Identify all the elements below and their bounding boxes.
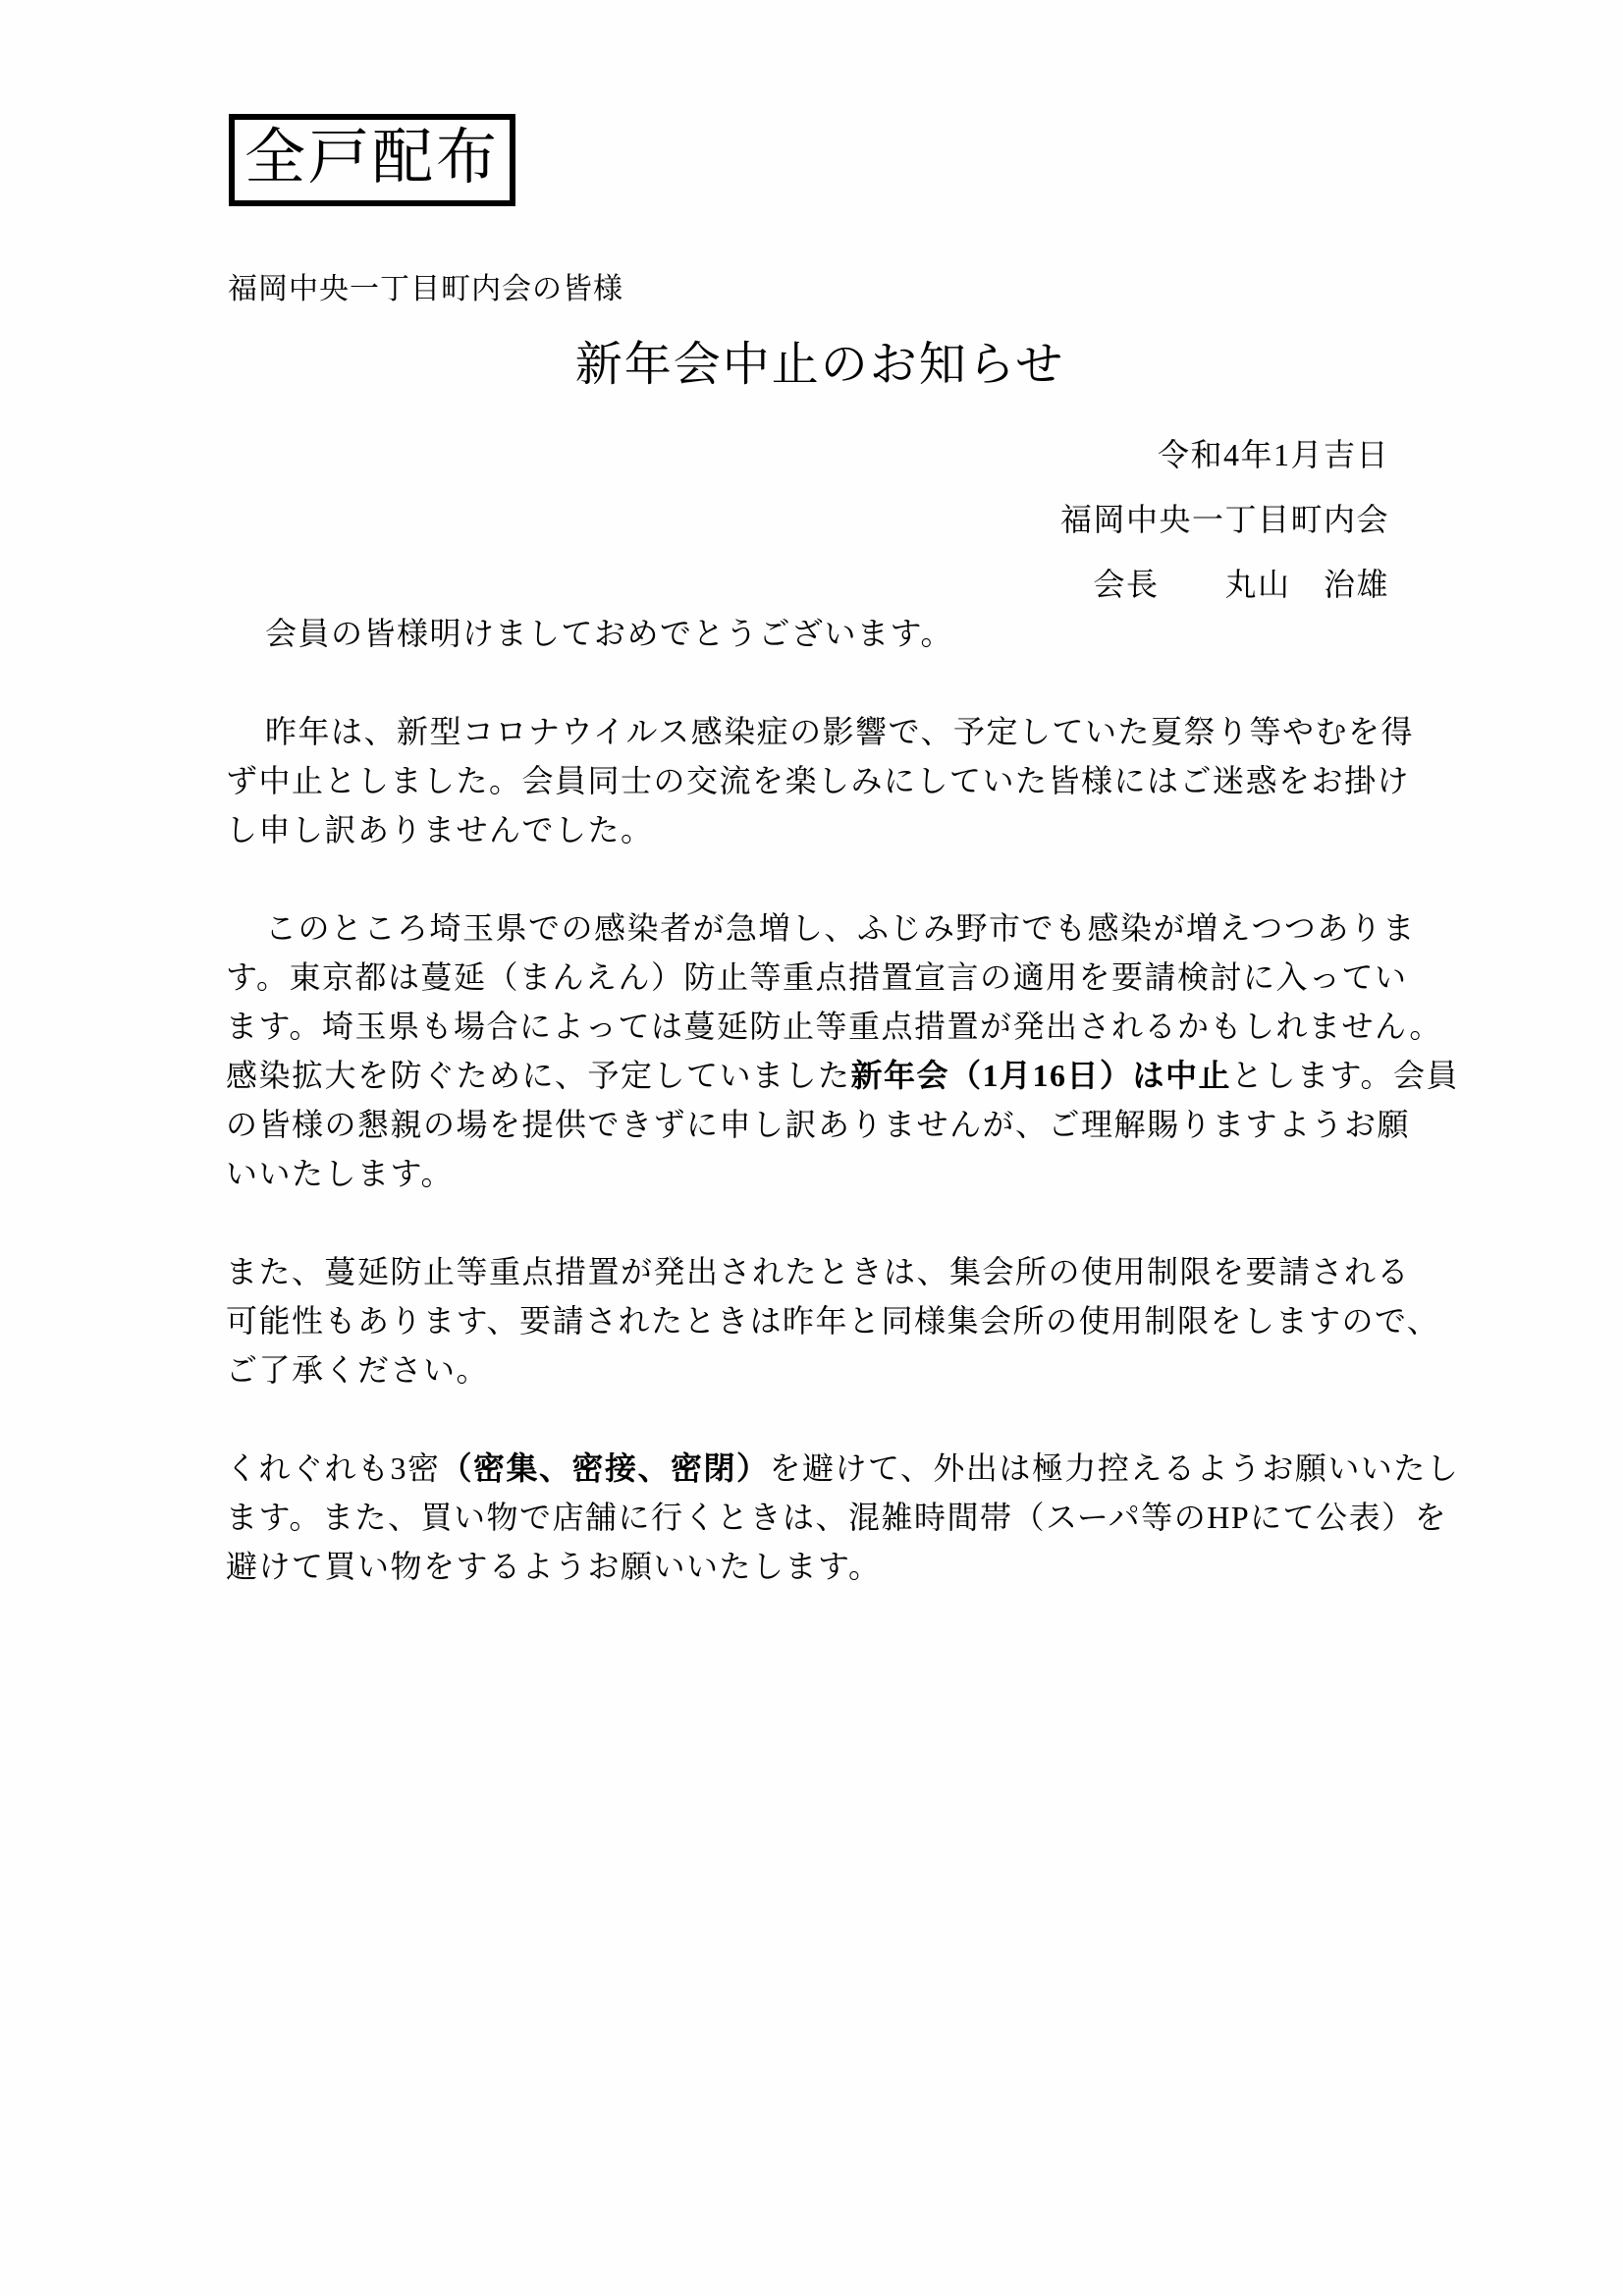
addressee: 福岡中央一丁目町内会の皆様 bbox=[228, 273, 623, 305]
body-line bbox=[226, 1002, 1494, 1051]
sender-signature: 会長 丸山 治雄 bbox=[1093, 567, 1389, 602]
body-text: ます。埼玉県も場合によっては蔓延防止等重点措置が発出されるかもしれません。 bbox=[226, 1009, 1442, 1044]
body-text: 避けて買い物をするようお願いいたします。 bbox=[226, 1549, 882, 1584]
body-line bbox=[226, 1542, 1494, 1591]
body-line bbox=[226, 1247, 1494, 1296]
body-text: ます。また、買い物で店舗に行くときは、混雑時間帯（スーパ等のHPにて公表）を bbox=[226, 1500, 1448, 1535]
body-text: とします。会員 bbox=[1231, 1058, 1459, 1093]
body-text: を避けて、外出は極力控えるようお願いいたし bbox=[769, 1450, 1460, 1486]
body-paragraph bbox=[226, 1247, 1494, 1394]
body-line bbox=[226, 953, 1494, 1002]
body-text: また、蔓延防止等重点措置が発出されたときは、集会所の使用制限を要請される bbox=[226, 1254, 1411, 1289]
document-title: 新年会中止のお知らせ bbox=[574, 339, 1065, 391]
body-line bbox=[226, 707, 1494, 756]
body-text: 感染拡大を防ぐために、予定していました bbox=[226, 1058, 851, 1093]
body-line bbox=[226, 1345, 1494, 1394]
body-line bbox=[226, 1493, 1494, 1542]
body-text: 昨年は、新型コロナウイルス感染症の影響で、予定していた夏祭り等やむを得 bbox=[265, 714, 1414, 749]
body-line bbox=[226, 1296, 1494, 1345]
body-text: いいたします。 bbox=[226, 1156, 454, 1191]
body-line bbox=[226, 1100, 1494, 1149]
body-paragraph bbox=[226, 707, 1494, 854]
body-text: くれぐれも3密 bbox=[226, 1450, 441, 1486]
body-line bbox=[226, 1444, 1494, 1493]
body-line bbox=[226, 805, 1494, 854]
body-text: 可能性もあります、要請されたときは昨年と同様集会所の使用制限をしますので、 bbox=[226, 1303, 1440, 1339]
body-paragraph bbox=[226, 1444, 1494, 1591]
sender-date: 令和4年1月吉日 bbox=[1157, 437, 1389, 472]
document-body bbox=[226, 609, 1494, 1591]
body-text: の皆様の懇親の場を提供できずに申し訳ありませんが、ご理解賜りますようお願 bbox=[226, 1107, 1411, 1142]
sender-organization: 福岡中央一丁目町内会 bbox=[1059, 502, 1389, 537]
body-text: このところ埼玉県での感染者が急増し、ふじみ野市でも感染が増えつつありま bbox=[265, 910, 1416, 946]
distribution-stamp: 全戸配布 bbox=[229, 114, 515, 206]
body-line bbox=[226, 1051, 1494, 1100]
body-line bbox=[226, 756, 1494, 805]
body-text: ご了承ください。 bbox=[226, 1352, 490, 1388]
body-paragraph bbox=[226, 903, 1494, 1198]
body-line bbox=[226, 903, 1494, 953]
body-text: す。東京都は蔓延（まんえん）防止等重点措置宣言の適用を要請検討に入ってい bbox=[226, 959, 1408, 995]
emphasized-text: 新年会（1月16日）は中止 bbox=[850, 1058, 1232, 1093]
body-text: 会員の皆様明けましておめでとうございます。 bbox=[265, 616, 953, 651]
emphasized-text: （密集、密接、密閉） bbox=[440, 1450, 770, 1486]
body-paragraph bbox=[226, 609, 1494, 658]
body-line bbox=[226, 609, 1494, 658]
sender-block bbox=[1060, 422, 1389, 617]
body-line bbox=[226, 1149, 1494, 1198]
body-text: し申し訳ありませんでした。 bbox=[226, 812, 654, 847]
body-text: ず中止としました。会員同士の交流を楽しみにしていた皆様にはご迷惑をお掛け bbox=[226, 763, 1411, 798]
